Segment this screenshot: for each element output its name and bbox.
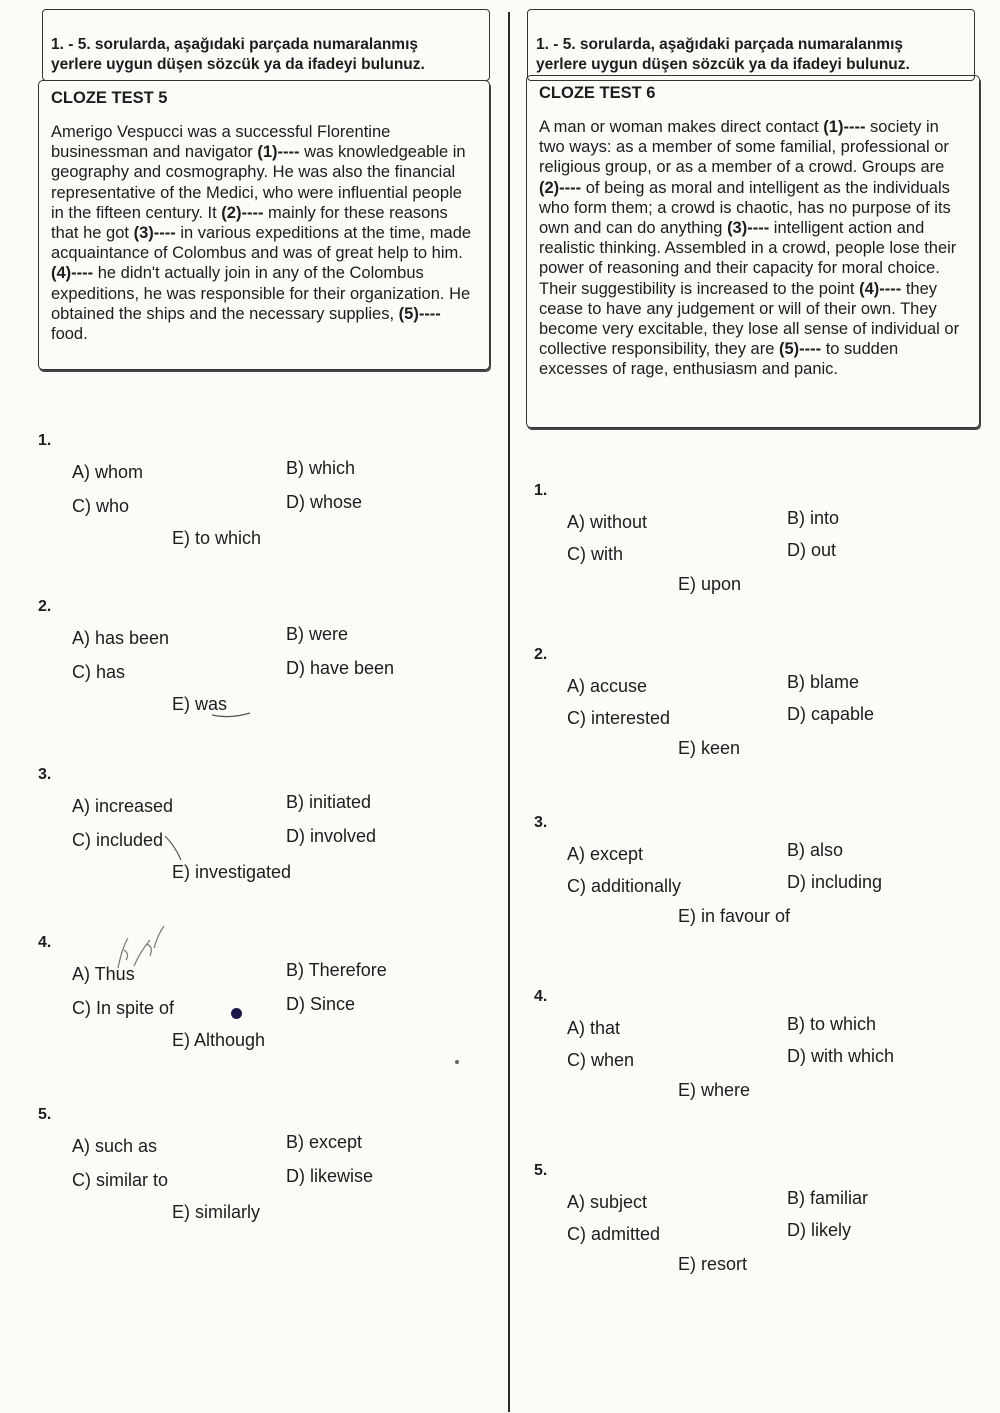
option-a[interactable]: A) Thus	[72, 964, 135, 984]
option-b[interactable]: B) into	[787, 508, 840, 528]
passage-segment: was knowledgeable in geography and cosmography. He was also the financial representative of the Medici, who were influential people in the fifteen century. It	[51, 143, 466, 222]
option-d[interactable]: D) likely	[787, 1220, 852, 1240]
question-number: 3.	[38, 766, 52, 783]
blank-marker: (2)----	[539, 178, 582, 197]
option-b[interactable]: B) also	[787, 840, 844, 860]
question-number: 2.	[534, 646, 548, 663]
question-number: 2.	[38, 598, 52, 615]
option-b[interactable]: B) except	[286, 1132, 363, 1152]
question-number: 4.	[534, 988, 548, 1005]
blank-marker: (2)----	[221, 203, 264, 222]
question-number: 5.	[38, 1106, 52, 1123]
option-b[interactable]: B) which	[286, 458, 356, 478]
option-e[interactable]: E) to which	[172, 528, 262, 548]
option-e[interactable]: E) where	[678, 1080, 751, 1100]
option-a[interactable]: A) whom	[72, 462, 144, 482]
option-a[interactable]: A) such as	[72, 1136, 158, 1156]
option-a[interactable]: A) increased	[72, 796, 174, 816]
option-d[interactable]: D) capable	[787, 704, 875, 724]
question-number: 1.	[38, 432, 52, 449]
ink-dot-small	[455, 1060, 459, 1064]
option-c[interactable]: C) In spite of	[72, 998, 175, 1018]
option-c[interactable]: C) interested	[567, 708, 671, 728]
passage-text	[51, 122, 477, 344]
blank-marker: (4)----	[859, 279, 902, 298]
option-c[interactable]: C) has	[72, 662, 126, 682]
option-a[interactable]: A) except	[567, 844, 644, 864]
option-b[interactable]: B) initiated	[286, 792, 372, 812]
instruction-text: 1. - 5. sorularda, aşağıdaki parçada numaralanmış yerlere uygun düşen sözcük ya da ifadeyi bulunuz.	[536, 36, 910, 73]
option-a[interactable]: A) that	[567, 1018, 621, 1038]
option-b[interactable]: B) familiar	[787, 1188, 869, 1208]
pencil-stroke	[163, 832, 187, 864]
option-d[interactable]: D) likewise	[286, 1166, 374, 1186]
option-e[interactable]: E) Although	[172, 1030, 266, 1050]
column-right	[510, 0, 1000, 1413]
passage-text	[539, 117, 967, 380]
passage-box	[526, 75, 980, 428]
passage-segment: food.	[51, 325, 88, 344]
option-e[interactable]: E) upon	[678, 574, 742, 594]
option-a[interactable]: A) has been	[72, 628, 170, 648]
option-e[interactable]: E) similarly	[172, 1202, 260, 1222]
option-b[interactable]: B) were	[286, 624, 349, 644]
passage-segment: society in two ways: as a member of some familial, professional or religious group, or as a member of a crowd. Groups are	[539, 118, 949, 177]
passage-segment: they cease to have any judgement or will of their own. They become very excitable, they lose all sense of individual or collective responsibility, they are	[539, 279, 960, 359]
option-e[interactable]: E) resort	[678, 1254, 748, 1274]
handwritten-note	[110, 918, 170, 988]
option-c[interactable]: C) included	[72, 830, 164, 850]
option-d[interactable]: D) out	[787, 540, 837, 560]
option-e[interactable]: E) investigated	[172, 862, 292, 882]
option-b[interactable]: B) blame	[787, 672, 860, 692]
question-number: 1.	[534, 482, 548, 499]
instruction-box	[42, 9, 490, 81]
passage-segment: of being as moral and intelligent as the individuals who form them; a crowd is chaotic, has no purpose of its own and can do anything	[539, 178, 951, 238]
ink-dot	[231, 1008, 242, 1019]
option-c[interactable]: C) admitted	[567, 1224, 661, 1244]
passage-segment: intelligent action and realistic thinking. Assembled in a crowd, people lose their power of reasoning and their capacity for moral choice. Their suggestibility is increased to the point	[539, 219, 957, 298]
option-c[interactable]: C) when	[567, 1050, 635, 1070]
passage-segment: A man or woman makes direct contact	[539, 118, 824, 136]
blank-marker: (4)----	[51, 264, 94, 283]
option-c[interactable]: C) similar to	[72, 1170, 169, 1190]
blank-marker: (3)----	[133, 224, 176, 243]
option-c[interactable]: C) with	[567, 544, 624, 564]
option-e[interactable]: E) was	[172, 694, 228, 714]
question-number: 5.	[534, 1162, 548, 1179]
blank-marker: (1)----	[823, 118, 866, 136]
option-a[interactable]: A) subject	[567, 1192, 648, 1212]
passage-segment: mainly for these reasons that he got	[51, 203, 448, 243]
passage-box	[38, 80, 490, 370]
option-c[interactable]: C) who	[72, 496, 130, 516]
test-title: CLOZE TEST 5	[51, 89, 168, 107]
blank-marker: (1)----	[257, 143, 300, 162]
option-c[interactable]: C) additionally	[567, 876, 682, 896]
option-d[interactable]: D) have been	[286, 658, 395, 678]
blank-marker: (3)----	[727, 219, 770, 238]
underline-stroke	[210, 705, 254, 721]
instruction-box	[527, 9, 975, 81]
test-title: CLOZE TEST 6	[539, 84, 656, 102]
passage-segment: he didn't actually join in any of the Colombus expeditions, he was responsible for their organization. He obtained the ships and the necessary supplies,	[51, 264, 471, 323]
option-a[interactable]: A) without	[567, 512, 648, 532]
option-d[interactable]: D) whose	[286, 492, 363, 512]
option-d[interactable]: D) including	[787, 872, 883, 892]
passage-segment: to sudden excesses of rage, enthusiasm and panic.	[539, 340, 899, 379]
question-number: 4.	[38, 934, 52, 951]
option-e[interactable]: E) keen	[678, 738, 741, 758]
option-d[interactable]: D) involved	[286, 826, 377, 846]
option-b[interactable]: B) to which	[787, 1014, 877, 1034]
option-b[interactable]: B) Therefore	[286, 960, 387, 980]
passage-segment: Amerigo Vespucci was a successful Florentine businessman and navigator	[51, 123, 391, 162]
option-d[interactable]: D) with which	[787, 1046, 895, 1066]
option-d[interactable]: D) Since	[286, 994, 356, 1014]
option-a[interactable]: A) accuse	[567, 676, 648, 696]
blank-marker: (5)----	[398, 304, 441, 323]
question-number: 3.	[534, 814, 548, 831]
blank-marker: (5)----	[778, 340, 822, 359]
instruction-text: 1. - 5. sorularda, aşağıdaki parçada numaralanmış yerlere uygun düşen sözcük ya da ifadeyi bulunuz.	[51, 36, 425, 73]
passage-segment: in various expeditions at the time, made acquaintance of Colombus and was of great help to him.	[51, 224, 472, 263]
option-e[interactable]: E) in favour of	[678, 906, 791, 926]
